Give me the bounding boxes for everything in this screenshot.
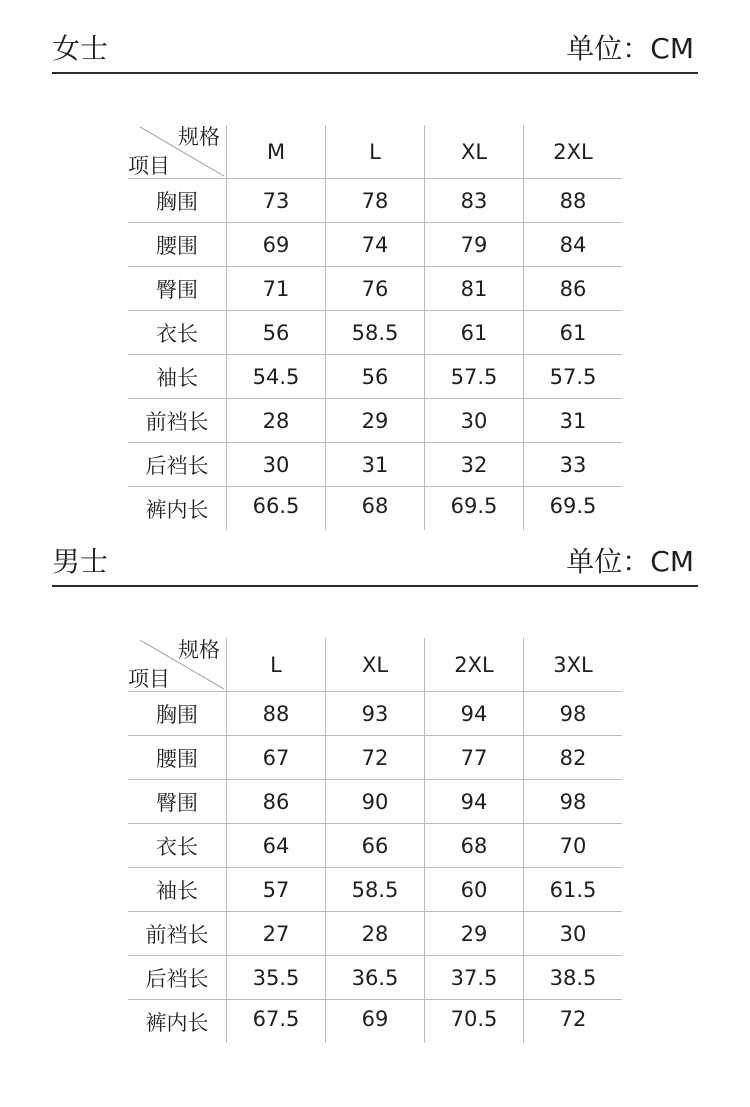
table-row <box>128 223 622 267</box>
table-row <box>128 956 622 1000</box>
value-cell: 88 <box>524 179 623 223</box>
size-header: L <box>326 125 425 179</box>
table-row <box>128 692 622 736</box>
value-cell: 72 <box>326 736 425 780</box>
corner-item-label: 项目 <box>128 154 170 178</box>
value-cell: 66.5 <box>227 487 326 531</box>
value-cell: 68 <box>326 487 425 531</box>
value-cell: 69 <box>326 1000 425 1044</box>
women-section-title: 女士 <box>52 32 109 65</box>
row-label: 袖长 <box>128 868 227 912</box>
value-cell: 61 <box>425 311 524 355</box>
row-label: 衣长 <box>128 824 227 868</box>
row-label: 裤内长 <box>145 498 209 522</box>
row-label: 臀围 <box>128 267 227 311</box>
value-cell: 94 <box>425 692 524 736</box>
table-row <box>128 311 622 355</box>
row-label: 后裆长 <box>128 956 227 1000</box>
value-cell: 79 <box>425 223 524 267</box>
value-cell: 56 <box>326 355 425 399</box>
value-cell: 77 <box>425 736 524 780</box>
value-cell: 88 <box>227 692 326 736</box>
table-row <box>128 912 622 956</box>
value-cell: 70 <box>524 824 623 868</box>
row-label: 前裆长 <box>128 912 227 956</box>
table-header-row <box>128 125 622 179</box>
table-row <box>128 267 622 311</box>
women-section-header <box>52 32 698 74</box>
value-cell: 70.5 <box>425 1000 524 1044</box>
value-cell: 54.5 <box>227 355 326 399</box>
value-cell: 33 <box>524 443 623 487</box>
value-cell: 67.5 <box>227 1000 326 1044</box>
value-cell: 30 <box>425 399 524 443</box>
value-cell: 32 <box>425 443 524 487</box>
row-label: 胸围 <box>128 692 227 736</box>
value-cell: 90 <box>326 780 425 824</box>
corner-spec-label: 规格 <box>178 638 220 662</box>
value-cell: 58.5 <box>326 311 425 355</box>
table-row <box>128 736 622 780</box>
table-row <box>128 868 622 912</box>
size-header: 2XL <box>425 638 524 692</box>
value-cell: 29 <box>425 912 524 956</box>
value-cell: 81 <box>425 267 524 311</box>
value-cell: 60 <box>425 868 524 912</box>
row-label: 臀围 <box>128 780 227 824</box>
value-cell: 36.5 <box>326 956 425 1000</box>
value-cell: 66 <box>326 824 425 868</box>
table-row <box>128 1000 622 1044</box>
table-row <box>128 824 622 868</box>
value-cell: 76 <box>326 267 425 311</box>
value-cell: 27 <box>227 912 326 956</box>
value-cell: 74 <box>326 223 425 267</box>
value-cell: 67 <box>227 736 326 780</box>
value-cell: 86 <box>524 267 623 311</box>
value-cell: 98 <box>524 780 623 824</box>
value-cell: 35.5 <box>227 956 326 1000</box>
value-cell: 61 <box>524 311 623 355</box>
value-cell: 30 <box>524 912 623 956</box>
value-cell: 38.5 <box>524 956 623 1000</box>
size-header: 3XL <box>524 638 623 692</box>
table-row <box>128 179 622 223</box>
row-label: 袖长 <box>128 355 227 399</box>
corner-cell <box>128 638 227 692</box>
size-header: XL <box>326 638 425 692</box>
row-label: 衣长 <box>128 311 227 355</box>
row-label: 前裆长 <box>128 399 227 443</box>
value-cell: 69.5 <box>524 487 623 531</box>
row-label: 裤内长 <box>145 1011 209 1035</box>
value-cell: 78 <box>326 179 425 223</box>
table-row <box>128 487 622 531</box>
value-cell: 82 <box>524 736 623 780</box>
table-row <box>128 443 622 487</box>
size-header: M <box>227 125 326 179</box>
table-header-row <box>128 638 622 692</box>
row-label: 胸围 <box>128 179 227 223</box>
value-cell: 84 <box>524 223 623 267</box>
value-cell: 56 <box>227 311 326 355</box>
corner-item-label: 项目 <box>128 667 170 691</box>
value-cell: 98 <box>524 692 623 736</box>
value-cell: 71 <box>227 267 326 311</box>
value-cell: 31 <box>524 399 623 443</box>
men-unit-label: 单位：CM <box>566 545 694 578</box>
value-cell: 73 <box>227 179 326 223</box>
value-cell: 57.5 <box>425 355 524 399</box>
value-cell: 61.5 <box>524 868 623 912</box>
value-cell: 28 <box>326 912 425 956</box>
value-cell: 58.5 <box>326 868 425 912</box>
value-cell: 28 <box>227 399 326 443</box>
men-size-table <box>128 638 622 1043</box>
table-row <box>128 355 622 399</box>
table-row <box>128 780 622 824</box>
value-cell: 57.5 <box>524 355 623 399</box>
value-cell: 57 <box>227 868 326 912</box>
size-header: L <box>227 638 326 692</box>
row-label: 腰围 <box>128 736 227 780</box>
value-cell: 68 <box>425 824 524 868</box>
value-cell: 69 <box>227 223 326 267</box>
value-cell: 31 <box>326 443 425 487</box>
value-cell: 86 <box>227 780 326 824</box>
women-size-table <box>128 125 622 530</box>
row-label: 后裆长 <box>128 443 227 487</box>
value-cell: 94 <box>425 780 524 824</box>
size-header: XL <box>425 125 524 179</box>
value-cell: 37.5 <box>425 956 524 1000</box>
value-cell: 64 <box>227 824 326 868</box>
corner-spec-label: 规格 <box>178 125 220 149</box>
value-cell: 93 <box>326 692 425 736</box>
women-unit-label: 单位：CM <box>566 32 694 65</box>
size-header: 2XL <box>524 125 623 179</box>
value-cell: 69.5 <box>425 487 524 531</box>
value-cell: 83 <box>425 179 524 223</box>
value-cell: 29 <box>326 399 425 443</box>
row-label: 腰围 <box>128 223 227 267</box>
men-section-title: 男士 <box>52 545 109 578</box>
corner-cell <box>128 125 227 179</box>
value-cell: 30 <box>227 443 326 487</box>
men-section-header <box>52 545 698 587</box>
table-row <box>128 399 622 443</box>
value-cell: 72 <box>524 1000 623 1044</box>
